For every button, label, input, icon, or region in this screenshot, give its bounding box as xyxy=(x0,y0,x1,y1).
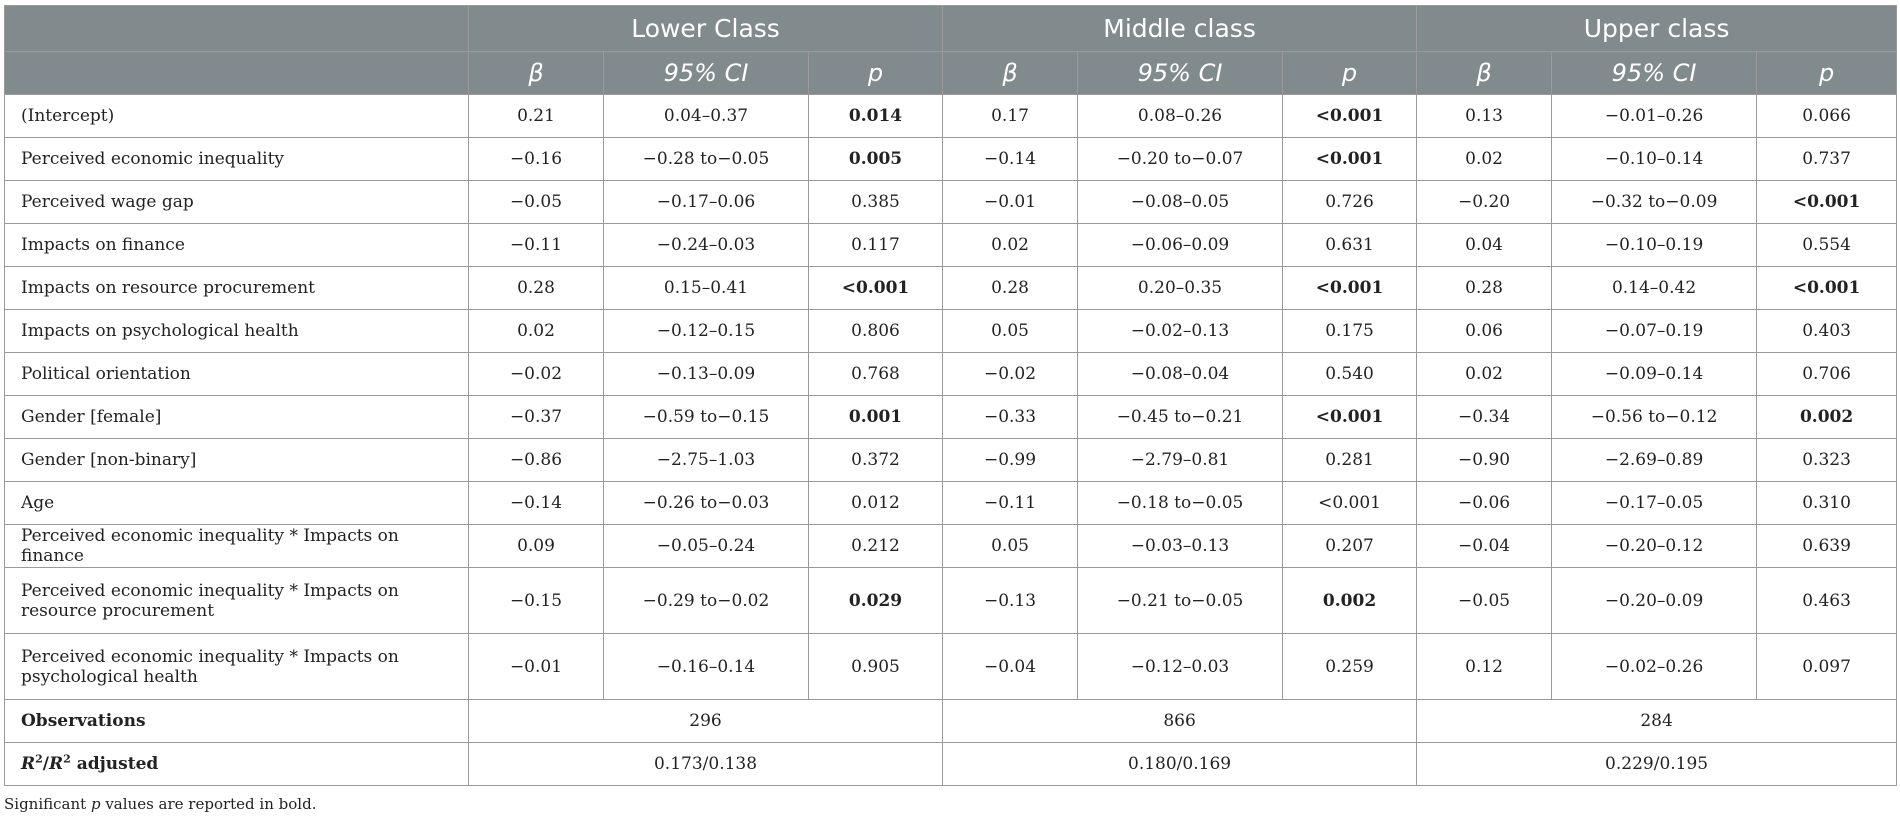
ci-cell: −0.16–0.14 xyxy=(604,634,809,700)
table-row xyxy=(5,353,1897,396)
p-value-cell: <0.001 xyxy=(1283,267,1417,310)
row-label: Perceived wage gap xyxy=(5,181,469,224)
row-label: (Intercept) xyxy=(5,95,469,138)
beta-cell: −0.11 xyxy=(469,224,604,267)
footnote-post: values are reported in bold. xyxy=(100,795,317,813)
beta-cell: −0.34 xyxy=(1417,396,1552,439)
p-value-cell: 0.631 xyxy=(1283,224,1417,267)
subheader-row xyxy=(5,52,1897,95)
r2-middle: 0.180/0.169 xyxy=(943,743,1417,786)
p-value-cell: 0.737 xyxy=(1757,138,1897,181)
beta-cell: 0.21 xyxy=(469,95,604,138)
ci-cell: −0.17–0.05 xyxy=(1552,482,1757,525)
subheader-beta: β xyxy=(1417,52,1552,95)
ci-cell: −0.13–0.09 xyxy=(604,353,809,396)
p-value-cell: <0.001 xyxy=(1283,95,1417,138)
observations-label: Observations xyxy=(5,700,469,743)
beta-cell: 0.09 xyxy=(469,525,604,568)
beta-cell: 0.28 xyxy=(469,267,604,310)
r2-label-r-adj: R xyxy=(49,754,64,774)
ci-cell: −0.29 to−0.02 xyxy=(604,568,809,634)
group-header-middle: Middle class xyxy=(943,6,1417,52)
table-row xyxy=(5,634,1897,700)
p-value-cell: 0.117 xyxy=(809,224,943,267)
p-value-cell: <0.001 xyxy=(809,267,943,310)
p-value-cell: 0.403 xyxy=(1757,310,1897,353)
p-value-cell: 0.540 xyxy=(1283,353,1417,396)
row-label: Perceived economic inequality * Impacts on resource procurement xyxy=(5,568,469,634)
empty-corner-cell xyxy=(5,6,469,52)
row-label: Impacts on psychological health xyxy=(5,310,469,353)
footnote-pre: Significant xyxy=(4,795,91,813)
ci-cell: −0.09–0.14 xyxy=(1552,353,1757,396)
subheader-ci: 95% CI xyxy=(1078,52,1283,95)
table-footnote xyxy=(4,795,316,813)
regression-table xyxy=(4,5,1897,786)
p-value-cell: <0.001 xyxy=(1283,482,1417,525)
p-value-cell: 0.005 xyxy=(809,138,943,181)
beta-cell: 0.28 xyxy=(943,267,1078,310)
r2-label-sup-adj: 2 xyxy=(63,752,71,766)
beta-cell: −0.02 xyxy=(943,353,1078,396)
row-label: Age xyxy=(5,482,469,525)
p-value-cell: 0.207 xyxy=(1283,525,1417,568)
observations-lower: 296 xyxy=(469,700,943,743)
beta-cell: −0.15 xyxy=(469,568,604,634)
ci-cell: −0.02–0.26 xyxy=(1552,634,1757,700)
ci-cell: −0.12–0.15 xyxy=(604,310,809,353)
regression-table-container xyxy=(4,5,1896,786)
p-value-cell: 0.706 xyxy=(1757,353,1897,396)
subheader-p: p xyxy=(1283,52,1417,95)
ci-cell: 0.08–0.26 xyxy=(1078,95,1283,138)
ci-cell: −0.05–0.24 xyxy=(604,525,809,568)
p-value-cell: 0.002 xyxy=(1757,396,1897,439)
observations-middle: 866 xyxy=(943,700,1417,743)
ci-cell: −2.79–0.81 xyxy=(1078,439,1283,482)
ci-cell: −2.69–0.89 xyxy=(1552,439,1757,482)
beta-cell: −0.33 xyxy=(943,396,1078,439)
table-row xyxy=(5,482,1897,525)
p-value-cell: 0.014 xyxy=(809,95,943,138)
p-value-cell: <0.001 xyxy=(1757,267,1897,310)
table-row xyxy=(5,267,1897,310)
beta-cell: −0.04 xyxy=(943,634,1078,700)
beta-cell: −0.04 xyxy=(1417,525,1552,568)
ci-cell: −0.12–0.03 xyxy=(1078,634,1283,700)
table-row xyxy=(5,396,1897,439)
beta-cell: −0.90 xyxy=(1417,439,1552,482)
ci-cell: −0.20–0.09 xyxy=(1552,568,1757,634)
p-value-cell: 0.029 xyxy=(809,568,943,634)
beta-cell: −0.16 xyxy=(469,138,604,181)
beta-cell: 0.06 xyxy=(1417,310,1552,353)
beta-cell: 0.04 xyxy=(1417,224,1552,267)
ci-cell: −0.28 to−0.05 xyxy=(604,138,809,181)
table-row xyxy=(5,95,1897,138)
group-header-lower: Lower Class xyxy=(469,6,943,52)
ci-cell: −0.21 to−0.05 xyxy=(1078,568,1283,634)
ci-cell: −0.06–0.09 xyxy=(1078,224,1283,267)
beta-cell: 0.02 xyxy=(1417,138,1552,181)
ci-cell: 0.15–0.41 xyxy=(604,267,809,310)
r2-label-sup: 2 xyxy=(35,752,43,766)
ci-cell: −2.75–1.03 xyxy=(604,439,809,482)
footnote-p: p xyxy=(90,795,101,813)
p-value-cell: 0.905 xyxy=(809,634,943,700)
beta-cell: −0.06 xyxy=(1417,482,1552,525)
group-header-upper: Upper class xyxy=(1417,6,1897,52)
p-value-cell: 0.281 xyxy=(1283,439,1417,482)
ci-cell: 0.20–0.35 xyxy=(1078,267,1283,310)
p-value-cell: 0.639 xyxy=(1757,525,1897,568)
beta-cell: −0.02 xyxy=(469,353,604,396)
beta-cell: 0.17 xyxy=(943,95,1078,138)
beta-cell: −0.13 xyxy=(943,568,1078,634)
beta-cell: −0.05 xyxy=(1417,568,1552,634)
p-value-cell: <0.001 xyxy=(1283,396,1417,439)
empty-corner-cell-2 xyxy=(5,52,469,95)
p-value-cell: <0.001 xyxy=(1283,138,1417,181)
subheader-p: p xyxy=(1757,52,1897,95)
r2-label-slash: / xyxy=(42,754,50,774)
table-row xyxy=(5,224,1897,267)
ci-cell: −0.08–0.05 xyxy=(1078,181,1283,224)
beta-cell: −0.20 xyxy=(1417,181,1552,224)
r2-label-suffix: adjusted xyxy=(70,754,159,774)
table-body xyxy=(5,95,1897,786)
r2-label xyxy=(5,743,469,786)
row-label: Impacts on resource procurement xyxy=(5,267,469,310)
subheader-p: p xyxy=(809,52,943,95)
p-value-cell: 0.768 xyxy=(809,353,943,396)
p-value-cell: 0.175 xyxy=(1283,310,1417,353)
ci-cell: −0.56 to−0.12 xyxy=(1552,396,1757,439)
ci-cell: −0.17–0.06 xyxy=(604,181,809,224)
p-value-cell: 0.372 xyxy=(809,439,943,482)
p-value-cell: 0.463 xyxy=(1757,568,1897,634)
beta-cell: 0.05 xyxy=(943,525,1078,568)
ci-cell: −0.03–0.13 xyxy=(1078,525,1283,568)
p-value-cell: 0.726 xyxy=(1283,181,1417,224)
beta-cell: −0.37 xyxy=(469,396,604,439)
ci-cell: −0.07–0.19 xyxy=(1552,310,1757,353)
p-value-cell: 0.012 xyxy=(809,482,943,525)
ci-cell: −0.59 to−0.15 xyxy=(604,396,809,439)
r2-lower: 0.173/0.138 xyxy=(469,743,943,786)
subheader-ci: 95% CI xyxy=(1552,52,1757,95)
beta-cell: −0.14 xyxy=(943,138,1078,181)
ci-cell: −0.32 to−0.09 xyxy=(1552,181,1757,224)
p-value-cell: 0.385 xyxy=(809,181,943,224)
beta-cell: −0.01 xyxy=(469,634,604,700)
table-row xyxy=(5,525,1897,568)
table-row xyxy=(5,181,1897,224)
beta-cell: 0.02 xyxy=(469,310,604,353)
row-label: Perceived economic inequality * Impacts on psychological health xyxy=(5,634,469,700)
ci-cell: −0.45 to−0.21 xyxy=(1078,396,1283,439)
subheader-ci: 95% CI xyxy=(604,52,809,95)
ci-cell: 0.14–0.42 xyxy=(1552,267,1757,310)
r2-label-r: R xyxy=(21,754,36,774)
beta-cell: 0.02 xyxy=(1417,353,1552,396)
p-value-cell: 0.066 xyxy=(1757,95,1897,138)
p-value-cell: 0.323 xyxy=(1757,439,1897,482)
observations-upper: 284 xyxy=(1417,700,1897,743)
p-value-cell: 0.212 xyxy=(809,525,943,568)
beta-cell: 0.02 xyxy=(943,224,1078,267)
ci-cell: −0.24–0.03 xyxy=(604,224,809,267)
row-label: Gender [non-binary] xyxy=(5,439,469,482)
p-value-cell: 0.310 xyxy=(1757,482,1897,525)
subheader-beta: β xyxy=(943,52,1078,95)
p-value-cell: 0.097 xyxy=(1757,634,1897,700)
row-label: Impacts on finance xyxy=(5,224,469,267)
ci-cell: −0.20 to−0.07 xyxy=(1078,138,1283,181)
r2-upper: 0.229/0.195 xyxy=(1417,743,1897,786)
table-row xyxy=(5,310,1897,353)
subheader-beta: β xyxy=(469,52,604,95)
r2-row xyxy=(5,743,1897,786)
row-label: Political orientation xyxy=(5,353,469,396)
beta-cell: 0.28 xyxy=(1417,267,1552,310)
row-label: Perceived economic inequality * Impacts on finance xyxy=(5,525,469,568)
beta-cell: −0.01 xyxy=(943,181,1078,224)
beta-cell: 0.13 xyxy=(1417,95,1552,138)
ci-cell: −0.10–0.19 xyxy=(1552,224,1757,267)
beta-cell: 0.05 xyxy=(943,310,1078,353)
beta-cell: −0.05 xyxy=(469,181,604,224)
observations-row xyxy=(5,700,1897,743)
ci-cell: −0.01–0.26 xyxy=(1552,95,1757,138)
group-header-row xyxy=(5,6,1897,52)
row-label: Gender [female] xyxy=(5,396,469,439)
table-row xyxy=(5,138,1897,181)
ci-cell: 0.04–0.37 xyxy=(604,95,809,138)
p-value-cell: 0.259 xyxy=(1283,634,1417,700)
table-row xyxy=(5,568,1897,634)
p-value-cell: 0.001 xyxy=(809,396,943,439)
ci-cell: −0.02–0.13 xyxy=(1078,310,1283,353)
ci-cell: −0.26 to−0.03 xyxy=(604,482,809,525)
ci-cell: −0.10–0.14 xyxy=(1552,138,1757,181)
beta-cell: −0.99 xyxy=(943,439,1078,482)
beta-cell: −0.14 xyxy=(469,482,604,525)
beta-cell: 0.12 xyxy=(1417,634,1552,700)
table-row xyxy=(5,439,1897,482)
ci-cell: −0.20–0.12 xyxy=(1552,525,1757,568)
row-label: Perceived economic inequality xyxy=(5,138,469,181)
ci-cell: −0.18 to−0.05 xyxy=(1078,482,1283,525)
p-value-cell: 0.002 xyxy=(1283,568,1417,634)
beta-cell: −0.11 xyxy=(943,482,1078,525)
p-value-cell: <0.001 xyxy=(1757,181,1897,224)
beta-cell: −0.86 xyxy=(469,439,604,482)
ci-cell: −0.08–0.04 xyxy=(1078,353,1283,396)
p-value-cell: 0.554 xyxy=(1757,224,1897,267)
p-value-cell: 0.806 xyxy=(809,310,943,353)
